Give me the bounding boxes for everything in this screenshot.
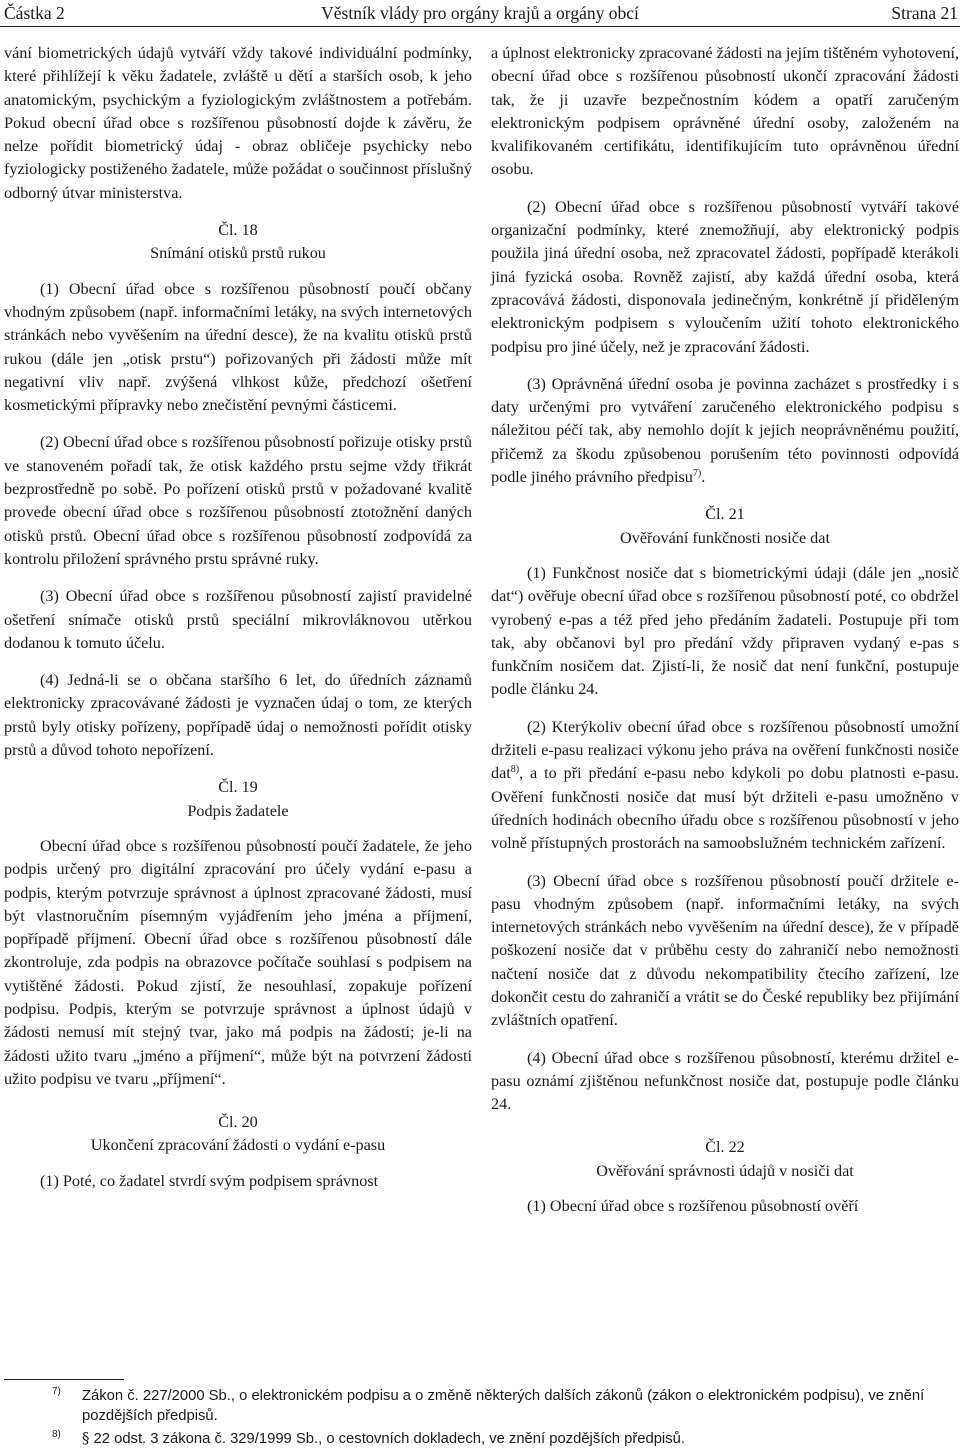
paragraph: (2) Obecní úřad obce s rozšířenou působností pořizuje otisky prstů ve stanoveném pořadí tak, že otisk každého prstu sejme vždy třikrát bezprostředně po sobě. Po pořízení otisků prstů v požadované kvalitě provede obecní úřad obce s rozšířenou působností ztotožnění daných otisků prstů. Obecní úřad obce s rozšířenou působností zodpovídá za kontrolu přiložení správného prstu správné ruky. — [4, 433, 472, 568]
paragraph-text: (2) Kterýkoliv obecní úřad obce s rozšířenou působností umožní držiteli e-pasu realizaci výkonu jeho práva na ověření funkčnosti nosiče dat — [491, 717, 959, 783]
footnote-mark: 7) — [52, 1386, 61, 1397]
paragraph: vání biometrických údajů vytváří vždy takové individuální podmínky, které přihlížejí k věku žadatele, zvláště u dětí a starších osob, k jeho anatomickým, psychickým a fyziologickým zvláštnostem a potřebám. Pokud obecní úřad obce s rozšířenou působností dojde k závěru, že nelze pořídit biometrický údaj - obraz obličeje psychicky nebo fyziologicky postiženého žadatele, může požádat o součinnost příslušný odborný útvar ministerstva. — [4, 44, 472, 202]
article-title: Ověřování funkčnosti nosiče dat — [620, 528, 830, 547]
footnote-mark: 8) — [52, 1429, 61, 1440]
paragraph: (1) Funkčnost nosiče dat s biometrickými údaji (dále jen „nosič dat“) ověřuje obecní úřad obce s rozšířenou působností poté, co obdržel vyrobený e-pas a též před jeho předáním žadateli. Postupuje při tom tak, aby občanovi byl pro předání vždy připraven vydaný e-pas s funkčním nosičem dat. Zjistí-li, že nosič dat není funkční, postupuje podle článku 24. — [491, 563, 959, 699]
paragraph-end: . — [701, 468, 706, 487]
paragraph: (3) Obecní úřad obce s rozšířenou působností zajistí pravidelné ošetření snímače otisků prstů speciální mikrovláknovou utěrkou dodanou k tomuto účelu. — [4, 587, 472, 652]
footnote-text — [82, 1429, 960, 1449]
footnote-body: 22 odst. 3 zákona č. 329/1999 Sb., o cestovních dokladech, ve znění pozdějších předpisů. — [89, 1431, 685, 1447]
paragraph — [491, 373, 959, 489]
article-number: Čl. 19 — [218, 778, 258, 797]
paragraph-text: , a to při předání e-pasu nebo kdykoli po dobu platnosti e-pasu. Ověření funkčnosti nosiče dat musí být držiteli e-pasu umožněno v úředních hodinách obecního úřadu obce s rozšířenou působností v jeho volně přístupných prostorách na samoobslužném technickém zařízení. — [491, 764, 959, 853]
section-sign: § — [82, 1430, 90, 1447]
paragraph: (3) Obecní úřad obce s rozšířenou působností poučí držitele e-pasu vhodným způsobem (např. informačními letáky, na svých internetových stránkách nebo vyvěšením na úřední desce), že v případě poškození nosiče dat v průběhu cesty do zahraničí nebo nemožnosti načtení nosiče dat z důvodu nekompatibility čtecího zařízení, lze dokončit cestu do zahraničí a vrátit se do České republiky bez přijímání zvláštních opatření. — [491, 871, 959, 1030]
article-number: Čl. 20 — [218, 1113, 258, 1132]
paragraph: (4) Obecní úřad obce s rozšířenou působností, kterému držitel e-pasu oznámí zjištěnou nefunkčnost nosiče dat, postupuje podle článku 24. — [491, 1048, 959, 1114]
right-column — [491, 42, 959, 1232]
paragraph-text: (3) Oprávněná úřední osoba je povinna zacházet s prostředky i s daty určenými pro vytváření zaručeného elektronického podpisu s náležitou péčí tak, aby nemohlo dojít k jejich neoprávněnému použití, přičemž za škodu způsobenou porušením této povinnosti odpovídá podle jiného právního předpisu — [491, 374, 959, 487]
journal-title: Věstník vlády pro orgány krajů a orgány obcí — [321, 3, 639, 23]
article-title: Snímání otisků prstů rukou — [150, 244, 326, 263]
paragraph — [491, 716, 959, 856]
article-title: Ukončení zpracování žádosti o vydání e-pasu — [90, 1136, 386, 1155]
issue-number: Částka 2 — [4, 3, 65, 23]
article-title: Podpis žadatele — [187, 801, 289, 820]
left-column — [4, 42, 472, 1207]
paragraph: (1) Obecní úřad obce s rozšířenou působností poučí občany vhodným způsobem (např. informačními letáky, na svých internetových stránkách nebo vyvěšením na úřední desce), že na kvalitu otisků prstů rukou (dále jen „otisk prstu“) pořizovaných při žádosti může mít negativní vliv např. zvýšená vlhkost kůže, předchozí ošetření kosmetickými přípravky nebo znečistění pevnými částicemi. — [4, 279, 472, 415]
paragraph: (2) Obecní úřad obce s rozšířenou působností vytváří takové organizační podmínky, které znemožňují, aby elektronický podpis použila jiná úřední osoba, než zpracovatel žádosti, popřípadě kterákoli jiná fyzická osoba. Rovněž zajistí, aby každá úřední osoba, která zpracovává žádosti, disponovala jedinečným, konkrétně jí přiděleným elektronickým podpisem s vyloučením užití tohoto elektronického podpisu pro jiné účely, než je zpracování žádosti. — [491, 197, 959, 356]
footnote-reference: 8) — [510, 764, 520, 776]
article-number: Čl. 22 — [705, 1138, 745, 1157]
footnote-reference: 7) — [692, 468, 702, 480]
paragraph: (1) Obecní úřad obce s rozšířenou působností ověří — [527, 1197, 859, 1216]
footnote-separator — [4, 1379, 124, 1380]
article-title: Ověřování správnosti údajů v nosiči dat — [596, 1161, 854, 1180]
paragraph: Obecní úřad obce s rozšířenou působností poučí žadatele, že jeho podpis určený pro digitální zpracování pro účely vydání e-pasu a podpis, kterým potvrzuje správnost a úplnost zpracované žádosti, musí být vlastnoručním písemným vyjádřením jeho jména a příjmení, popřípadě příjmení. Obecní úřad obce s rozšířenou působností dále zkontroluje, zda podpis na obrazovce počítače souhlasí s podpisem na vytištěné žádosti. Pokud zjistí, že nesouhlasí, zopakuje pořízení podpisu. Podpis, kterým se potvrzuje správnost a úplnost údajů v žádosti nemusí mít stejný tvar, jako má podpis na žádosti; je-li na žádosti užito tvaru „jméno a příjmení“, může být na potvrzení žádosti užito podpisu ve tvaru „příjmení“. — [4, 836, 472, 1088]
page-header — [0, 0, 960, 27]
article-number: Čl. 21 — [705, 505, 745, 524]
paragraph: (1) Poté, co žadatel stvrdí svým podpisem správnost — [40, 1171, 379, 1190]
paragraph: (4) Jedná-li se o občana staršího 6 let, do úředních záznamů elektronicky zpracovávané žádosti je vyznačen údaj o tom, ze kterých prstů byly otisky pořízeny, popřípadě údaj o nemožnosti pořídit otisky prstů a důvod tohoto nepořízení. — [4, 671, 472, 760]
page-number: Strana 21 — [891, 3, 958, 23]
footnote-text: Zákon č. 227/2000 Sb., o elektronickém podpisu a o změně některých dalších zákonů (zákon o elektronickém podpisu), ve znění pozdějších předpisů. — [82, 1388, 925, 1424]
article-number: Čl. 18 — [218, 221, 258, 240]
paragraph: a úplnost elektronicky zpracované žádosti na jejím tištěném vyhotovení, obecní úřad obce s rozšířenou působností ukončí zpracování žádosti tak, že ji uzavře bezpečnostním kódem a opatří zaručeným elektronickým podpisem oprávněné úřední osoby, založeném na kvalifikovaném certifikátu, identifikujícím tuto oprávněnou úřední osobu. — [491, 44, 959, 179]
